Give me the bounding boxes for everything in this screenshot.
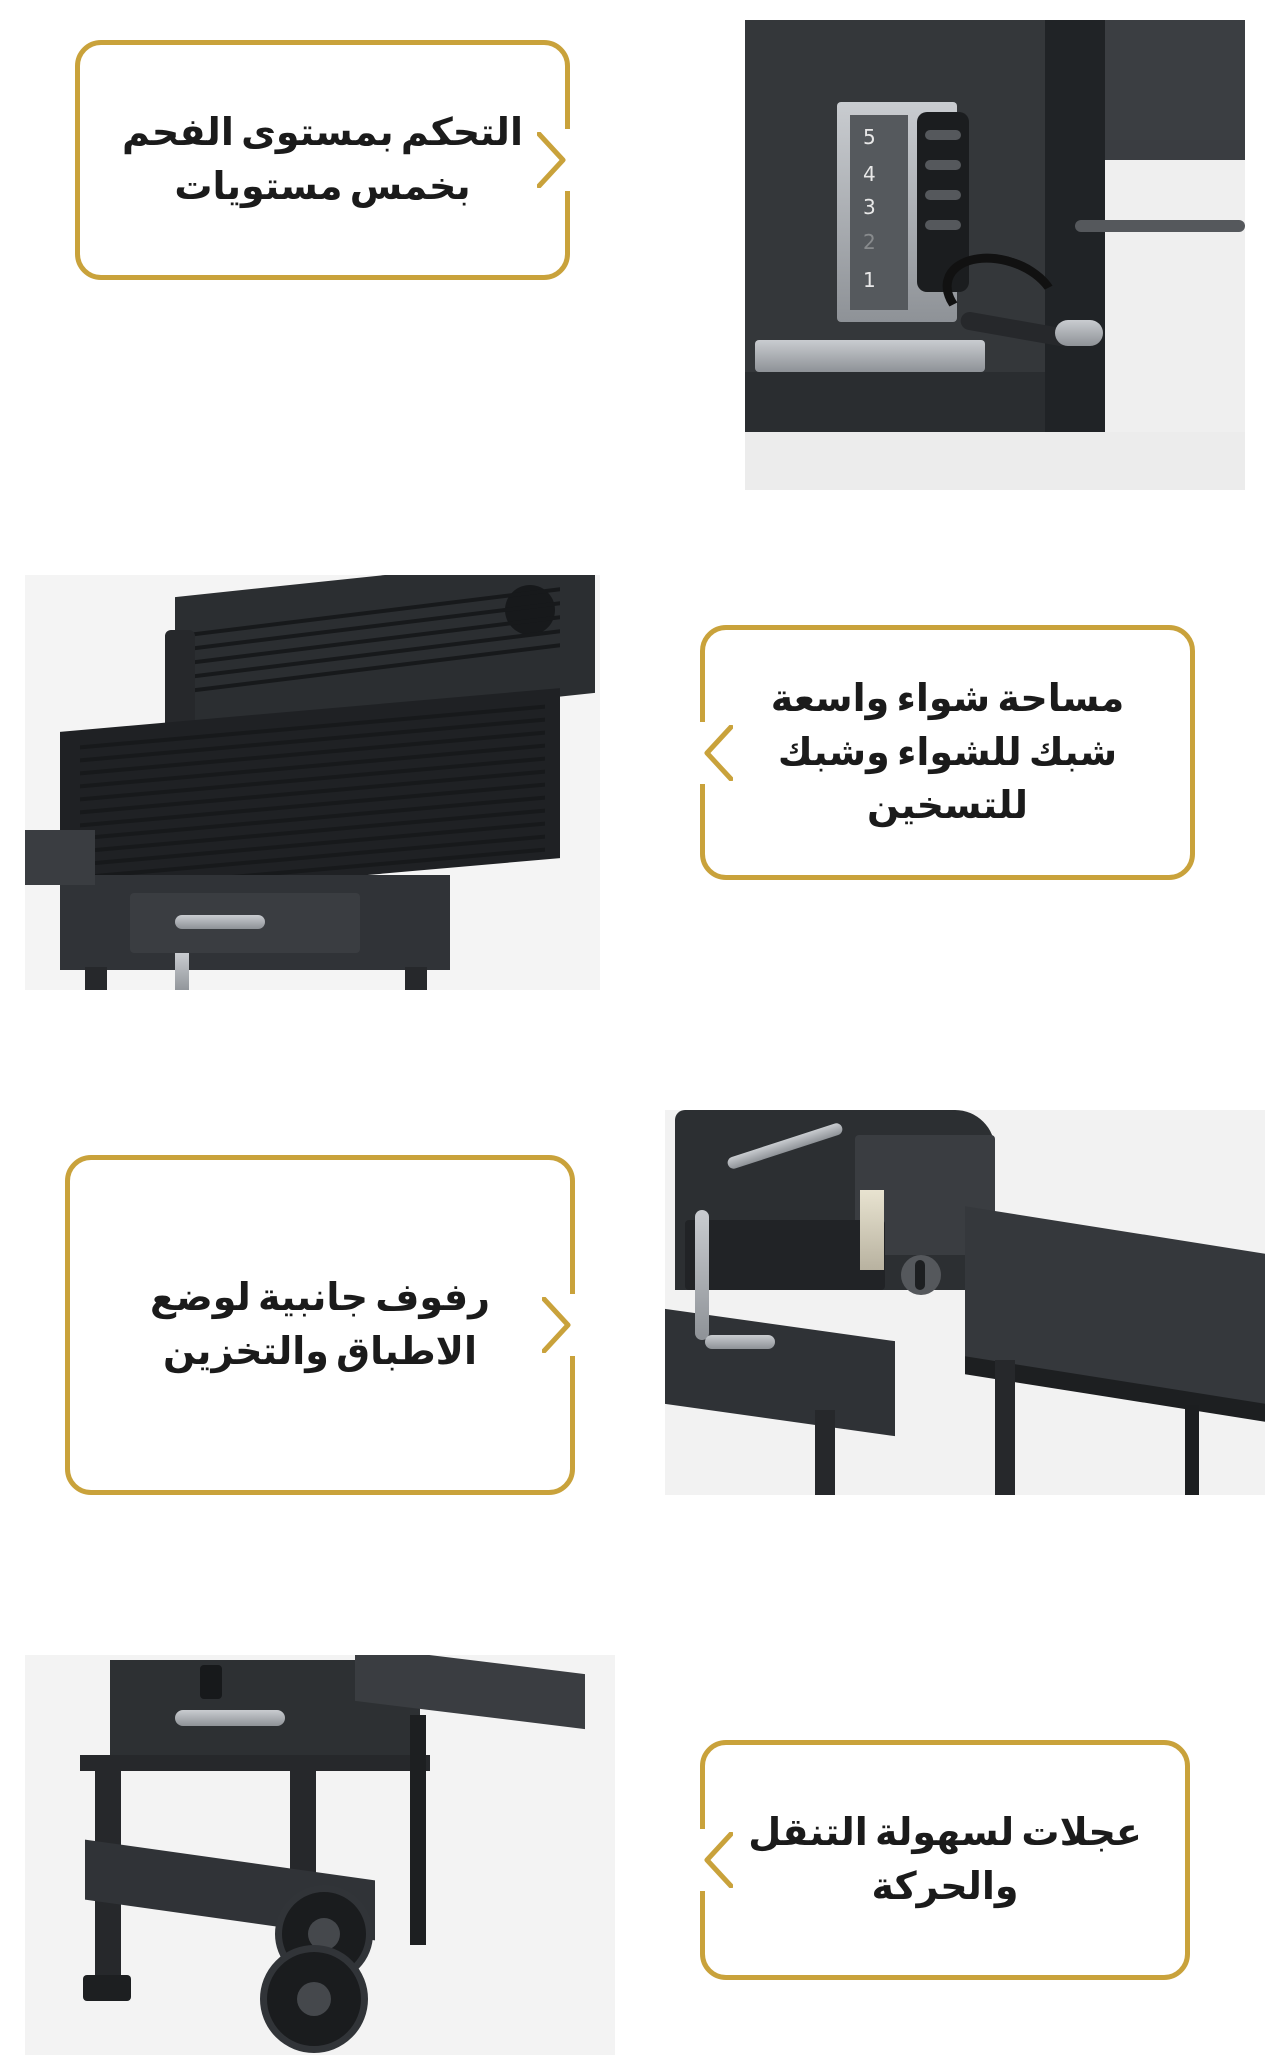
- callout-arrow-icon: [699, 1832, 733, 1888]
- feature-callout-wheels-mobility: [700, 1740, 1190, 1980]
- level-number-3: 3: [863, 195, 876, 219]
- callout-arrow-icon: [542, 1297, 576, 1353]
- feature-callout-large-grilling-area: [700, 625, 1195, 880]
- photo-wheels-mobility: [25, 1655, 615, 2055]
- level-number-1: 1: [863, 268, 876, 292]
- feature-callout-side-shelves: [65, 1155, 575, 1495]
- feature-text-large-grilling-area: مساحة شواء واسعة شبك للشواء وشبك للتسخين: [770, 675, 1125, 828]
- photo-side-shelves: [665, 1110, 1265, 1495]
- feature-text-wheels-mobility: عجلات لسهولة التنقل والحركة: [748, 1810, 1142, 1908]
- level-number-2: 2: [863, 230, 876, 254]
- feature-callout-charcoal-level-control: [75, 40, 570, 280]
- feature-text-charcoal-level-control: التحكم بمستوى الفحم بخمس مستويات: [122, 110, 523, 208]
- level-number-5: 5: [863, 125, 876, 149]
- level-number-4: 4: [863, 162, 876, 186]
- callout-arrow-icon: [699, 725, 733, 781]
- photo-charcoal-level-control: [745, 20, 1245, 490]
- feature-text-side-shelves: رفوف جانبية لوضع الاطباق والتخزين: [150, 1275, 490, 1373]
- callout-arrow-icon: [537, 132, 571, 188]
- photo-large-grilling-area: [25, 575, 600, 990]
